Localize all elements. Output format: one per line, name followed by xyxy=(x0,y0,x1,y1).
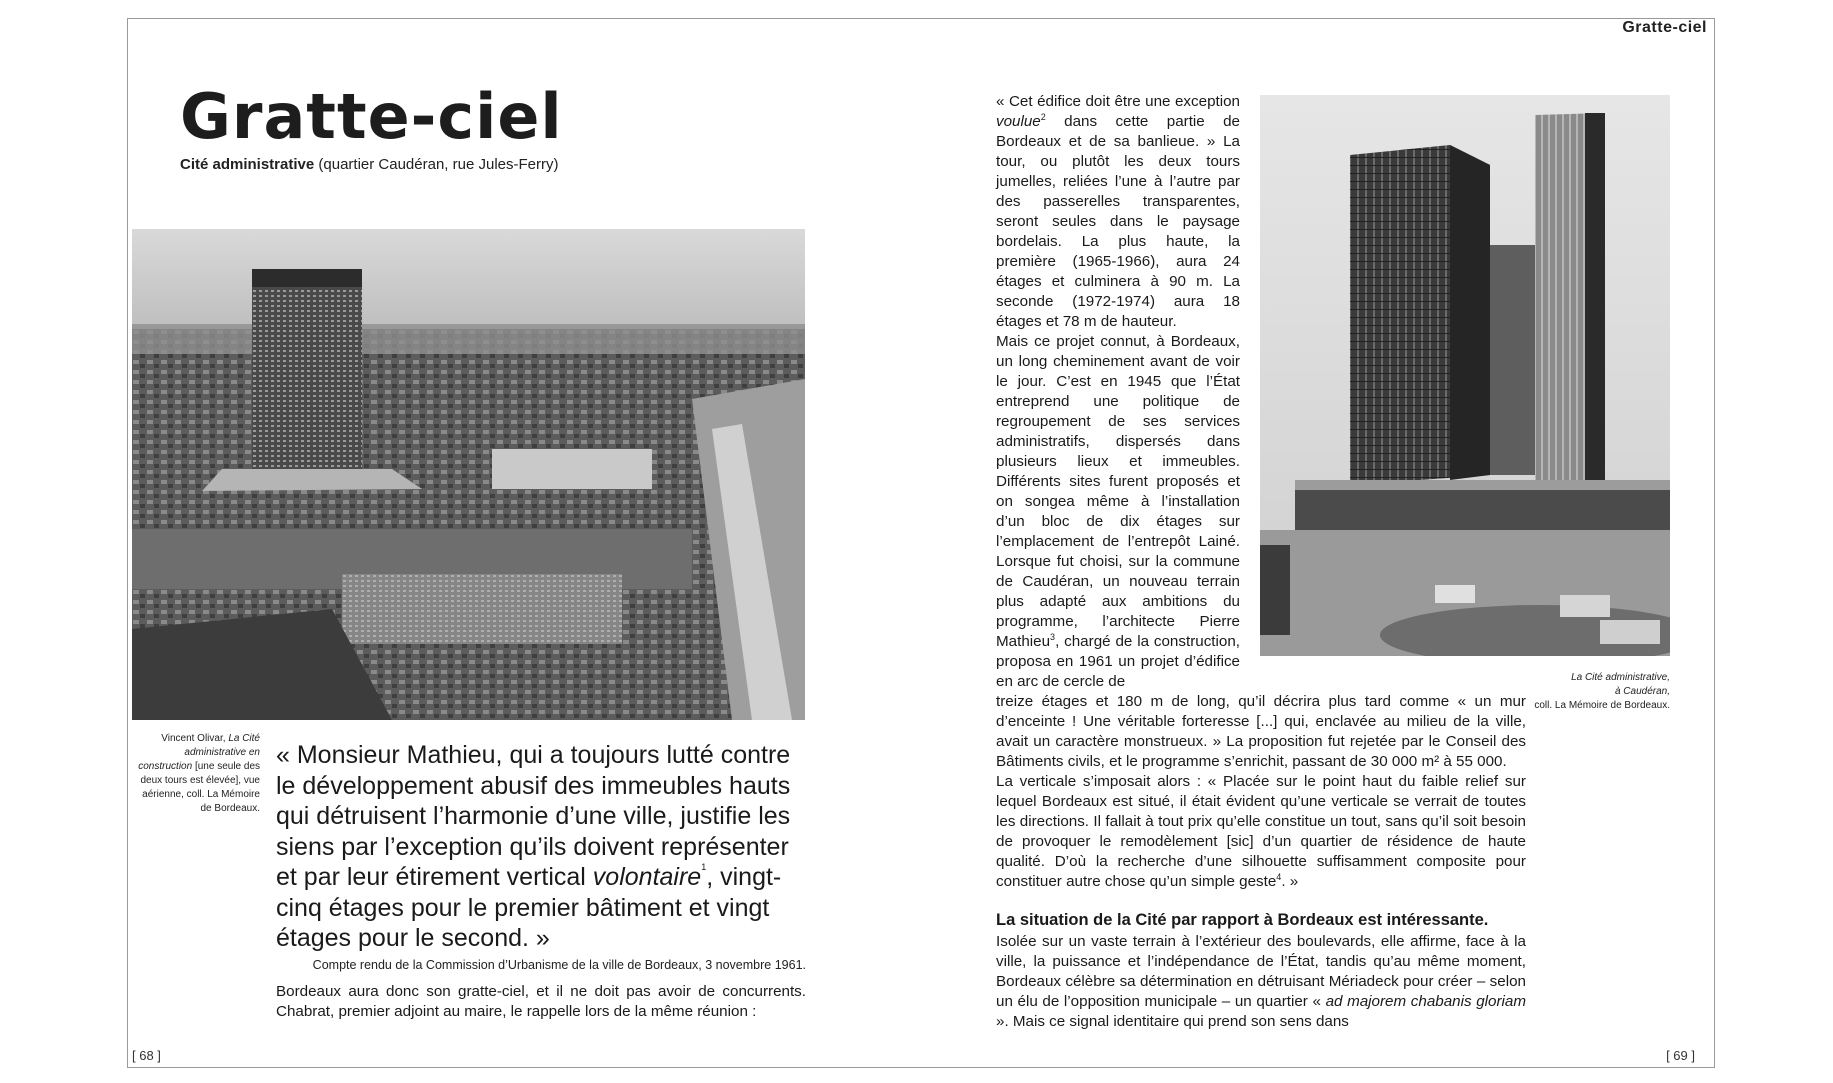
paragraph-3 xyxy=(996,772,1526,892)
paragraph-1 xyxy=(996,92,1240,332)
left-caption-author: Vincent Olivar, xyxy=(161,733,229,744)
subtitle-location: (quartier Caudéran, rue Jules-Ferry) xyxy=(314,156,559,173)
p4-end: ». Mais ce signal identitaire qui prend son sens dans xyxy=(996,1013,1349,1030)
p1-end: dans cette partie de Bordeaux et de sa banlieue. » La tour, ou plutôt les deux tours jumelles, reliées l’une à l’autre par des passerelles transparentes, seront seules dans le paysage bordelais. La plus haute, la première (1965-1966), aura 24 étages et culminera à 90 m. La seconde (1972-1974) aura 18 étages et 78 m de hauteur. xyxy=(996,113,1240,330)
pull-quote xyxy=(276,740,806,954)
left-caption-title: La Cité administrative en construction xyxy=(138,733,260,772)
aerial-photo xyxy=(132,229,805,720)
page-number-right: [ 69 ] xyxy=(1666,1048,1695,1063)
p1-italic: voulue xyxy=(996,113,1041,130)
quote-part-1: « Monsieur Mathieu, qui a toujours lutté contre le développement abusif des immeubles hauts qui détruisent l’harmonie d’une ville, justifie les siens par l’exception qu’ils doivent représenter et par leur étirement vertical xyxy=(276,741,791,891)
p1-start: « Cet édifice doit être une exception xyxy=(996,93,1240,110)
right-photo-caption xyxy=(1500,671,1670,713)
paragraph-2 xyxy=(996,332,1240,692)
quote-italic: volontaire xyxy=(592,863,702,891)
right-caption-line-2: à Caudéran, xyxy=(1614,686,1670,697)
narrow-text-block xyxy=(996,92,1240,692)
running-head: Gratte-ciel xyxy=(1622,19,1707,36)
subtitle-place: Cité administrative xyxy=(180,156,315,173)
p4-italic: ad majorem chabanis gloriam xyxy=(1325,993,1526,1010)
p4-start: Isolée sur un vaste terrain à l’extérieur des boulevards, elle affirme, face à la ville, la puissance et l’indépendance de l’État, tandis qu’au même moment, Bordeaux célèbre sa détermination en détruisant Mériadeck pour créer – selon un élu de l’opposition municipale – un quartier « xyxy=(996,933,1526,1010)
p3-start: La verticale s’imposait alors : « Placée sur le point haut du faible relief sur lequel Bordeaux est situé, il était évident qu’une verticale se verrait de toutes les directions. Il fallait à tout prix qu’elle constitue un tout, sans qu’il soit besoin de provoquer le remodèlement [sic] d’un quartier de résidence de haute qualité. D’où la recherche d’une silhouette suffisamment composite pour constituer autre chose qu’un simple geste xyxy=(996,773,1526,890)
quote-part-2: , vingt-cinq étages pour le premier bâtiment et vingt étages pour le second. » xyxy=(276,863,782,952)
section-lead: La situation de la Cité par rapport à Bordeaux est intéressante. xyxy=(996,911,1489,929)
quote-source: Compte rendu de la Commission d’Urbanisme de la ville de Bordeaux, 3 novembre 1961. xyxy=(312,958,806,972)
p3-footnote-ref: 4 xyxy=(1276,872,1282,882)
quote-footnote-ref: 1 xyxy=(701,862,707,872)
p2-end: , chargé de la construction, proposa en 1961 un projet d’édifice en arc de cercle de xyxy=(996,633,1240,690)
p2-footnote-ref: 3 xyxy=(1050,632,1056,642)
paragraph-2-continued: treize étages et 180 m de long, qu’il décrira plus tard comme « un mur d’enceinte ! Une véritable forteresse [...] qui, enclavée au milieu de la ville, avait un caractère monstrueux. » La proposition fut rejetée par le Conseil des Bâtiments civils, et le programme s’enrichit, passant de 30 000 m² à 55 000. xyxy=(996,693,1526,770)
towers-photo-graphic xyxy=(1260,95,1670,656)
left-caption-detail: [une seule des deux tours est élevée], vue aérienne, coll. La Mémoire de Bordeaux. xyxy=(140,761,260,814)
p1-footnote-ref: 2 xyxy=(1040,112,1046,122)
right-caption-line-1: La Cité administrative, xyxy=(1571,672,1670,683)
page-subtitle xyxy=(180,156,558,173)
right-caption-line-3: coll. La Mémoire de Bordeaux. xyxy=(1534,700,1670,711)
left-body-text: Bordeaux aura donc son gratte-ciel, et il ne doit pas avoir de concurrents. Chabrat, premier adjoint au maire, le rappelle lors de la même réunion : xyxy=(276,983,806,1020)
p2-start: Mais ce projet connut, à Bordeaux, un long cheminement avant de voir le jour. C’est en 1945 que l’État entreprend une politique de regroupement de ses services administratifs, dispersés dans plusieurs lieux et immeubles. Différents sites furent proposés et on songea même à l’installation d’un bloc de dix étages sur l’emplacement de l’entrepôt Lainé. Lorsque fut choisi, sur la commune de Caudéran, un nouveau terrain plus adapté aux ambitions du programme, l’architecte Pierre Mathieu xyxy=(996,333,1240,650)
page-number-left: [ 68 ] xyxy=(132,1048,161,1063)
aerial-photo-graphic xyxy=(132,229,805,720)
towers-photo xyxy=(1260,95,1670,656)
page-title: Gratte-ciel xyxy=(180,80,563,153)
paragraph-4 xyxy=(996,932,1526,1032)
p3-end: . » xyxy=(1281,873,1299,890)
left-photo-caption xyxy=(130,732,260,816)
